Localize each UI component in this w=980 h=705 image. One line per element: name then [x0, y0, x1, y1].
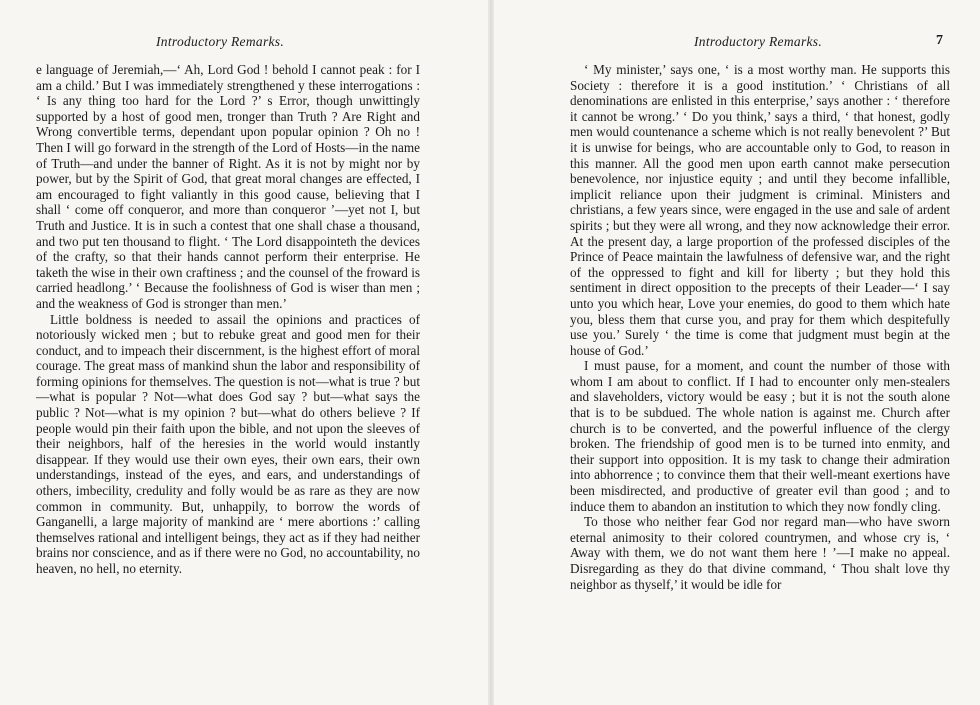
- right-paragraph: I must pause, for a moment, and count the number of those with whom I am about to conflict. If I had to encounter only men-stealers and slaveholders, victory would be easy ; but it is not the south alone that is to be subdued. The whole nation is against me. Church after church is to be converted, and the powerful influence of the clergy broken. The friendship of good men is to be turned into enmity, and their support into opposition. It is my task to change their admiration into abhorrence ; to convince them that their well-meant exertions have been misdirected, and productive of greater evil than good ; and to induce them to abandon an institution to which they now fondly cling.: [570, 358, 950, 514]
- left-paragraph: Little boldness is needed to assail the opinions and practices of notoriously wicked men ; but to rebuke great and good men for their conduct, and to impeach their discernment, is the highest effort of moral courage. The great mass of mankind shun the labor and responsibility of forming opinions for themselves. The question is not—what is true ? but—what is popular ? Not—what does God say ? but—what says the public ? Not—what is my opinion ? but—what do others believe ? If people would pin their faith upon the bible, and not upon the sleeves of their neighbors, half of the heresies in the world would instantly disappear. If they would use their own eyes, their own ears, their own understandings, instead of the eyes, and ears, and understandings of others, imbecility, credulity and folly would be as rare as they are now common in community. But, unhappily, to borrow the words of Ganganelli, a large majority of mankind are ‘ mere abortions :’ calling themselves rational and intelligent beings, they act as if they had neither brains nor conscience, and as if there were no God, no accountability, no heaven, no hell, no eternity.: [36, 311, 420, 576]
- left-running-header: Introductory Remarks.: [156, 34, 285, 49]
- page-number: 7: [936, 33, 943, 48]
- right-running-header: Introductory Remarks.: [694, 34, 823, 49]
- right-paragraph: To those who neither fear God nor regard man—who have sworn eternal animosity to their colored countrymen, and whose cry is, ‘ Away with them, we do not want them here ! ’—I make no appeal. Disregarding as they do that divine command, ‘ Thou shalt love thy neighbor as thyself,’ it would be idle for: [570, 514, 950, 592]
- left-page: [0, 0, 488, 705]
- right-paragraph: ‘ My minister,’ says one, ‘ is a most worthy man. He supports this Society : therefore it is a good institution.’ ‘ Christians of all denominations are enlisted in this enterprise,’ says another : ‘ therefore it cannot be wrong.’ ‘ Do you think,’ says a third, ‘ that honest, godly men would countenance a scheme which is not really benevolent ?’ But it is unwise for beings, who are accountable only to God, to reason in this manner. All the good men upon earth cannot make persecution benevolence, nor injustice equity ; and until they become infallible, implicit reliance upon their judgment is criminal. Ministers and christians, a few years since, were engaged in the use and sale of ardent spirits ; but they were all wrong, and they now acknowledge their error. At the present day, a large proportion of the professed disciples of the Prince of Peace maintain the lawfulness of defensive war, and the right of the oppressed to fight and kill for liberty ; but they hold this sentiment in direct opposition to the precepts of their Leader—‘ I say unto you which hear, Love your enemies, do good to them which hate you, bless them that curse you, and pray for them which despitefully use you.’ Surely ‘ the time is come that judgment must begin at the house of God.’: [570, 62, 950, 358]
- right-page: [494, 0, 980, 705]
- left-page-text: [36, 62, 420, 577]
- left-paragraph: e language of Jeremiah,—‘ Ah, Lord God ! behold I cannot peak : for I am a child.’ But I was immediately strengthened y these interrogations : ‘ Is any thing too hard for the Lord ?’ s Error, though unwittingly supported by a host of good men, tronger than Truth ? Are Right and Wrong convertible terms, dependant upon popular opinion ? Oh no ! Then I will go forward in the strength of the Lord of Hosts—in the name of Truth—and under the banner of Right. As it is not by might nor by power, but by the Spirit of God, that great moral changes are effected, I am encouraged to fight valiantly in this good cause, believing that I shall ‘ come off conqueror, and more than conqueror ’—yet not I, but Truth and Justice. It is in such a contest that one shall chase a thousand, and two put ten thousand to flight. ‘ The Lord disappointeth the devices of the crafty, so that their hands cannot perform their enterprise. He taketh the wise in their own craftiness ; and the counsel of the froward is carried headlong.’ ‘ Because the foolishness of God is wiser than men ; and the weakness of God is stronger than men.’: [36, 62, 420, 311]
- right-page-text: [570, 62, 950, 592]
